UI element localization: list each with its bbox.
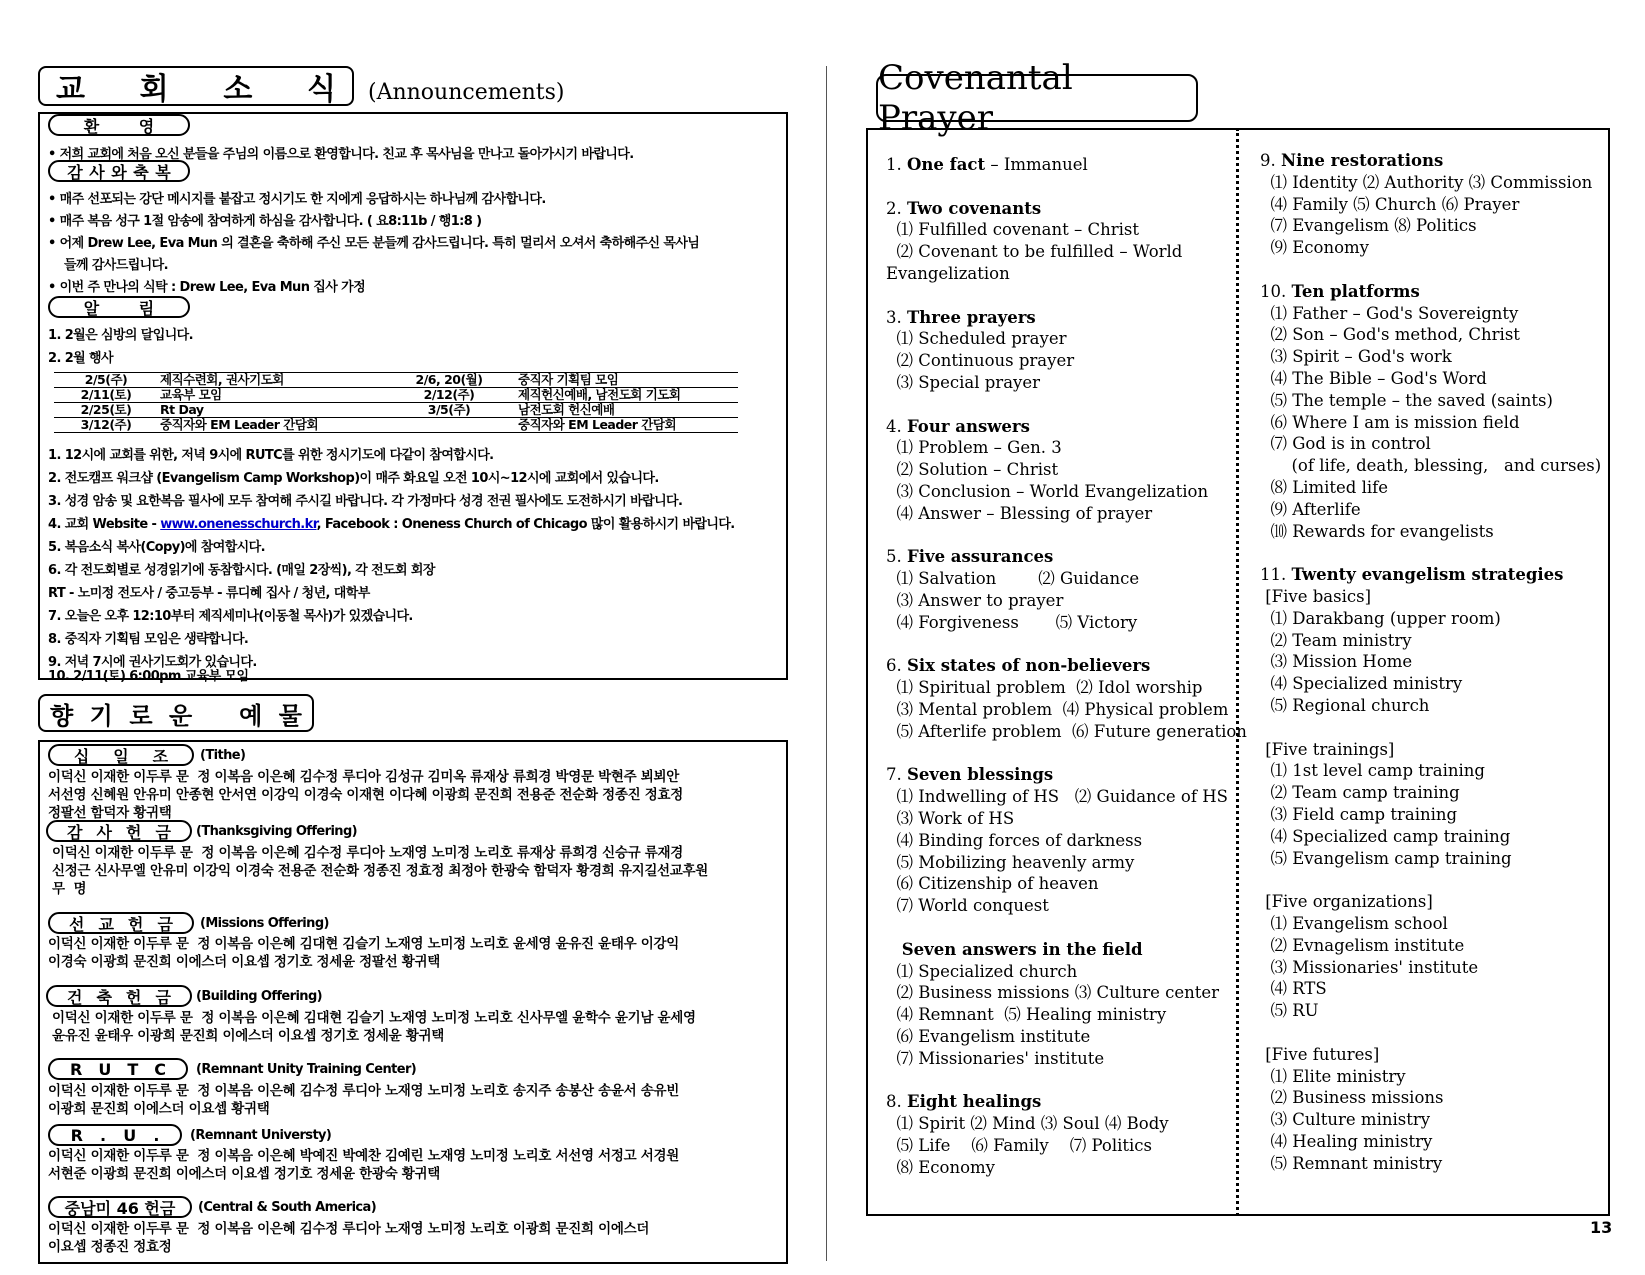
label-char: 사 (89, 162, 105, 182)
notice-item: RT - 노미정 전도사 / 중고등부 - 류디혜 집사 / 청년, 대학부 (48, 586, 370, 601)
notice-item: 6. 각 전도회별로 성경읽기에 동참합시다. (매일 2장씩), 각 전도회 회장 (48, 563, 435, 578)
prayer-line-text: 1. (886, 155, 907, 174)
label-char: 금 (155, 822, 171, 842)
page-number: 13 (1590, 1218, 1613, 1237)
prayer-heading: Seven answers in the field (901, 939, 1143, 959)
prayer-line (1260, 194, 1519, 216)
schedule-row (54, 373, 738, 388)
prayer-line-text: ⑸ The temple – the saved (saints) (1260, 390, 1553, 410)
prayer-line (1260, 935, 1464, 957)
prayer-line-text: ⑴ Scheduled prayer (886, 329, 1067, 349)
schedule-date (382, 418, 516, 433)
prayer-line (886, 873, 1099, 895)
schedule-event: 중직자와 EM Leader 간담회 (158, 418, 382, 433)
prayer-line (886, 154, 1088, 176)
prayer-line-text: ⑷ Binding forces of darkness (886, 830, 1143, 850)
prayer-line-text: ⑺ Missionaries' institute (886, 1048, 1105, 1068)
label-char: 영 (138, 116, 155, 136)
offerings-title (38, 694, 314, 732)
prayer-line-text: ⑶ Mental problem ⑷ Physical problem (886, 700, 1229, 719)
prayer-line-text: ⑵ Team camp training (1260, 783, 1460, 803)
prayer-line (1260, 760, 1485, 782)
page-divider (826, 66, 827, 1261)
prayer-line-text: ⑴ Spiritual problem ⑵ Idol worship (886, 678, 1203, 698)
prayer-line (1260, 1000, 1319, 1022)
prayer-line (886, 1135, 1152, 1157)
prayer-line (886, 982, 1219, 1004)
prayer-line-text: [Five basics] (1260, 587, 1372, 606)
prayer-line-text: ⑴ Evangelism school (1260, 914, 1448, 933)
prayer-heading: Twenty evangelism strategies (1291, 565, 1564, 585)
schedule-event: 제직수련회, 권사기도회 (158, 373, 382, 388)
prayer-line (1260, 978, 1327, 1000)
schedule-table (54, 372, 738, 433)
prayer-line (1260, 433, 1431, 455)
prayer-line (1260, 651, 1412, 673)
prayer-line-text: ⑴ Indwelling of HS ⑵ Guidance of HS (886, 787, 1228, 807)
prayer-line-text: ⑶ Conclusion – World Evangelization (886, 482, 1209, 501)
prayer-line (886, 568, 1139, 590)
ru-names: 이덕신 이재한 이두루 문 정 이복음 이은혜 박예진 박예찬 김예린 노재영 노미정 노리호 서선영 서정고 서경원 서현준 이광희 문진희 이에스더 이요셉 정기호 정세윤 한광숙 황귀택 (48, 1148, 680, 1182)
rutc-names: 이덕신 이재한 이두루 문 정 이복음 이은혜 김수정 루디아 노재영 노미정 노리호 송지주 송봉산 송윤서 송유빈 이광희 문진희 이에스더 이요셉 황귀택 (48, 1083, 680, 1117)
prayer-line (1260, 630, 1412, 652)
building-label (46, 985, 192, 1007)
prayer-line-text: ⑴ Problem – Gen. 3 (886, 438, 1062, 458)
prayer-line (1260, 586, 1371, 608)
prayer-line-text: [Five organizations] (1260, 892, 1433, 912)
label-char: 교 (98, 914, 114, 934)
prayer-line-text: ⑴ Salvation ⑵ Guidance (886, 569, 1140, 589)
prayer-line (886, 350, 1074, 372)
prayer-line (1260, 150, 1443, 172)
prayer-line-text: (of life, death, blessing, and curses) (1260, 456, 1602, 476)
prayer-heading: Seven blessings (907, 765, 1054, 785)
prayer-line (886, 372, 1040, 394)
title-char: 식 (307, 72, 336, 107)
notice-item: 7. 오늘은 오후 12:10부터 제직세미나(이동철 목사)가 있겠습니다. (48, 609, 413, 624)
schedule-event: 중직자와 EM Leader 간담회 (516, 418, 738, 433)
prayer-line-text: ⑵ Team ministry (1260, 630, 1412, 650)
ru-label (48, 1124, 182, 1146)
schedule-date: 2/12(주) (382, 388, 516, 403)
label-char: T (127, 1059, 139, 1079)
prayer-line-text: ⑸ Regional church (1260, 696, 1430, 715)
prayer-line-text: 3. (886, 307, 907, 327)
schedule-event: 남전도회 헌신예배 (516, 403, 738, 418)
prayer-heading: Two covenants (907, 198, 1042, 218)
title-char: 로 (129, 701, 153, 730)
prayer-line (1260, 804, 1457, 826)
prayer-line (1260, 499, 1361, 521)
prayer-heading: Nine restorations (1281, 151, 1444, 170)
schedule-date: 2/11(토) (54, 388, 158, 403)
prayer-line (886, 503, 1152, 525)
prayer-line (886, 939, 1143, 961)
prayer-line-text: 10. (1260, 281, 1292, 301)
prayer-line (1260, 281, 1420, 303)
schedule-date: 2/25(토) (54, 403, 158, 418)
prayer-line-text: 11. (1260, 565, 1292, 585)
title-char: 향 (50, 701, 74, 730)
label-char: 와 (111, 162, 127, 182)
missions-names: 이덕신 이재한 이두루 문 정 이복음 이은혜 김대현 김슬기 노재영 노미정 노리호 윤세영 윤유진 윤태우 이강익 이경숙 이광희 문진희 이에스더 이요셉 정기호 정세윤 정팔선 황귀택 (48, 936, 680, 970)
label-char: 알 (83, 298, 100, 318)
prayer-line-text: ⑶ Culture ministry (1260, 1110, 1431, 1130)
prayer-line-text: ⑴ Elite ministry (1260, 1066, 1406, 1086)
prayer-line (886, 808, 1014, 830)
label-char: R (70, 1059, 83, 1079)
prayer-line-text: ⑵ Covenant to be fulfilled – World (886, 242, 1183, 262)
schedule-event: 제직헌신예배, 남전도회 기도회 (516, 388, 738, 403)
notice-item: 8. 중직자 기획팀 모임은 생략합니다. (48, 632, 249, 647)
prayer-line-text: ⑸ Mobilizing heavenly army (886, 852, 1135, 872)
prayer-line-text: ⑴ Fulfilled covenant – Christ (886, 220, 1139, 240)
tithe-english: (Tithe) (200, 748, 246, 763)
prayer-line (886, 786, 1228, 808)
prayer-line (1260, 957, 1478, 979)
prayer-line (1260, 739, 1394, 761)
prayer-line-text: ⑷ RTS (1260, 979, 1327, 999)
announcements-title (38, 66, 354, 106)
website-rest: , Facebook : Oneness Church of Chicago 많이 활용하시기 바랍니다. (316, 517, 735, 532)
central-south-america-names: 이덕신 이재한 이두루 문 정 이복음 이은혜 김수정 루디아 노재영 노미정 노리호 이광희 문진희 이에스더 이요셉 정종진 정효정 (48, 1221, 650, 1255)
prayer-line-text: ⑵ Son – God's method, Christ (1260, 325, 1520, 345)
rutc-label (48, 1058, 188, 1080)
building-english: (Building Offering) (196, 989, 323, 1004)
label-char: 환 (83, 116, 100, 136)
prayer-line (1260, 390, 1553, 412)
label-char: U (123, 1125, 137, 1145)
prayer-heading: Ten platforms (1291, 281, 1420, 301)
title-char: 소 (223, 72, 253, 107)
prayer-line (886, 437, 1062, 459)
prayer-line (886, 459, 1058, 481)
prayer-line (886, 655, 1150, 677)
prayer-line-text: ⑸ RU (1260, 1001, 1319, 1021)
prayer-line (1260, 412, 1520, 434)
thanks-item: 들께 감사드립니다. (64, 258, 168, 273)
label-char: 십 (73, 746, 90, 766)
prayer-line (886, 416, 1030, 438)
prayer-line-text: 7. (886, 765, 907, 785)
prayer-line (1260, 1087, 1443, 1109)
prayer-line (886, 198, 1041, 220)
prayer-line (1260, 1109, 1430, 1131)
label-char: 헌 (128, 914, 144, 934)
prayer-line (1260, 782, 1460, 804)
title-char: 운 (168, 701, 193, 730)
label-char: R (70, 1125, 83, 1145)
prayer-heading: One fact (907, 155, 986, 174)
prayer-heading: Eight healings (907, 1092, 1042, 1112)
welcome-label (48, 114, 190, 136)
prayer-line (1260, 477, 1388, 499)
thanksgiving-english: (Thanksgiving Offering) (196, 824, 358, 839)
prayer-line (1260, 303, 1518, 325)
prayer-line-text: ⑸ Life ⑹ Family ⑺ Politics (886, 1136, 1153, 1155)
schedule-date: 3/12(주) (54, 418, 158, 433)
label-text: 중남미 46 헌금 (64, 1198, 176, 1218)
title-char: 물 (278, 701, 302, 730)
prayer-line (886, 677, 1202, 699)
label-char: 금 (157, 914, 173, 934)
label-char: 조 (152, 746, 169, 766)
prayer-line-text: ⑵ Continuous prayer (886, 351, 1075, 371)
thanks-item: • 어제 Drew Lee, Eva Mun 의 결혼을 축하해 주신 모든 분들께 감사드립니다. 특히 멀리서 오셔서 축하해주신 목사님 (48, 232, 699, 251)
prayer-line-text: ⑻ Economy (886, 1157, 995, 1177)
label-char: C (154, 1059, 166, 1079)
prayer-line-text: ⑷ Healing ministry (1260, 1132, 1433, 1151)
label-char: 선 (69, 914, 85, 934)
schedule-date: 2/6, 20(월) (382, 373, 516, 388)
prayer-line-text: ⑺ God is in control (1260, 434, 1431, 454)
prayer-line-text: 4. (886, 416, 907, 436)
central-south-america-label (48, 1196, 192, 1218)
prayer-line-text: 8. (886, 1092, 907, 1112)
website-link[interactable]: www.onenesschurch.kr (160, 517, 317, 532)
prayer-line (1260, 1153, 1442, 1175)
thanks-item: • 이번 주 만나의 식탁 : Drew Lee, Eva Mun 집사 가정 (48, 276, 365, 295)
prayer-line (886, 895, 1049, 917)
schedule-date: 2/5(주) (54, 373, 158, 388)
prayer-line (886, 699, 1228, 721)
tithe-names: 이덕신 이재한 이두루 문 정 이복음 이은혜 김수정 루디아 김성규 김미옥 류재상 류희경 박영문 박현주 뵈뵈안 서선영 신혜원 안유미 안종현 안서연 이강익 이경숙 이재현 이다혜 이광희 문진희 전용준 전순화 정종진 정효정 정팔선 함덕자 황귀택 (48, 769, 683, 821)
label-char: . (100, 1125, 107, 1145)
prayer-line (886, 1004, 1166, 1026)
prayer-line (886, 328, 1066, 350)
label-char: 축 (96, 987, 112, 1007)
prayer-line-text: ⑵ Solution – Christ (886, 460, 1059, 480)
prayer-line-text: ⑴ Specialized church (886, 961, 1078, 981)
prayer-line (886, 1091, 1041, 1113)
prayer-line (1260, 891, 1433, 913)
prayer-line-text: ⑴ 1st level camp training (1260, 761, 1485, 781)
title-char: 기 (89, 701, 113, 730)
prayer-line (886, 546, 1053, 568)
prayer-line (1260, 346, 1452, 368)
thanksgiving-names: 이덕신 이재한 이두루 문 정 이복음 이은혜 김수정 루디아 노재영 노미정 노리호 류재상 류희경 신승규 류재경 신정근 신사무엘 안유미 이강익 이경숙 전용준 전순화 정종진 정효정 최정아 한광숙 함덕자 황경희 유지길선교후원 무 명 (52, 845, 709, 897)
prayer-line (1260, 455, 1601, 477)
title-char: 회 (139, 72, 169, 107)
missions-label (48, 912, 194, 934)
prayer-heading: Four answers (907, 416, 1030, 436)
announcements-subtitle: (Announcements) (368, 80, 565, 105)
prayer-line-text: ⑼ Afterlife (1260, 499, 1361, 519)
prayer-line (886, 263, 1010, 285)
prayer-line-text: ⑵ Business missions ⑶ Culture center (886, 983, 1220, 1003)
prayer-line (886, 612, 1137, 634)
prayer-line-text: ⑶ Special prayer (886, 373, 1041, 392)
prayer-line (886, 590, 1063, 612)
prayer-line-text: ⑸ Evangelism camp training (1260, 848, 1512, 868)
prayer-line (1260, 826, 1510, 848)
prayer-line (886, 830, 1142, 852)
prayer-line (1260, 848, 1512, 870)
prayer-line-text: 5. (886, 547, 907, 567)
prayer-line-text: ⑸ Afterlife problem ⑹ Future generation (886, 721, 1247, 741)
prayer-heading: Three prayers (907, 307, 1036, 327)
prayer-line (1260, 564, 1563, 586)
prayer-line (1260, 324, 1520, 346)
prayer-heading-rest: – Immanuel (985, 155, 1088, 174)
covenantal-prayer-title: Covenantal Prayer (876, 74, 1198, 122)
prayer-line (1260, 1066, 1406, 1088)
column-separator (1236, 128, 1239, 1216)
prayer-line-text: ⑶ Spirit – God's work (1260, 347, 1452, 367)
label-char: 감 (67, 162, 83, 182)
schedule-row (54, 418, 738, 433)
prayer-line-text: ⑶ Missionaries' institute (1260, 957, 1479, 977)
rutc-english: (Remnant Unity Training Center) (196, 1062, 417, 1077)
notice-item: 5. 복음소식 복사(Copy)에 참여합시다. (48, 540, 265, 555)
welcome-text: • 저희 교회에 처음 오신 분들을 주님의 이름으로 환영합니다. 친교 후 목사님을 만나고 돌아가시기 바랍니다. (48, 143, 634, 162)
prayer-line-text: ⑼ Economy (1260, 238, 1369, 258)
notice-item: 2. 전도캠프 워크샵 (Evangelism Camp Workshop)이 매주 화요일 오전 10시~12시에 교회에서 있습니다. (48, 471, 659, 486)
schedule-row (54, 388, 738, 403)
notice-label (48, 296, 190, 318)
notice-item: 9. 저녁 7시에 권사기도회가 있습니다. (48, 655, 257, 670)
prayer-line-text: ⑴ Spirit ⑵ Mind ⑶ Soul ⑷ Body (886, 1114, 1169, 1134)
building-names: 이덕신 이재한 이두루 문 정 이복음 이은혜 김대현 김슬기 노재영 노미정 노리호 신사무엘 윤학수 윤기남 윤세영 윤유진 윤태우 이광희 문진희 이에스더 이요셉 정기호 정세윤 황귀택 (52, 1010, 696, 1044)
notice-item: 2. 2월 행사 (48, 351, 113, 366)
prayer-line-text: ⑷ Answer – Blessing of prayer (886, 503, 1153, 523)
prayer-line (1260, 368, 1487, 390)
label-char: 축 (133, 162, 149, 182)
label-char: U (98, 1059, 112, 1079)
prayer-line-text: ⑶ Work of HS (886, 809, 1015, 828)
prayer-line-text: 6. (886, 656, 907, 676)
schedule-date: 3/5(주) (382, 403, 516, 418)
prayer-line-text: ⑺ Evangelism ⑻ Politics (1260, 216, 1477, 236)
prayer-line (886, 764, 1053, 786)
prayer-line (1260, 521, 1494, 543)
label-char: 일 (113, 746, 129, 766)
thanks-label (48, 160, 190, 182)
prayer-line-text: ⑽ Rewards for evangelists (1260, 521, 1494, 541)
prayer-line-text: ⑺ World conquest (886, 896, 1049, 916)
prayer-line-text: ⑵ Evnagelism institute (1260, 935, 1465, 955)
prayer-line-text: ⑷ The Bible – God's Word (1260, 369, 1487, 388)
prayer-heading: Five assurances (907, 547, 1054, 567)
label-char: 복 (155, 162, 171, 182)
notice-item: 3. 성경 암송 및 요한복음 필사에 모두 참여해 주시길 바랍니다. 각 가정마다 성경 전권 필사에도 도전하시기 바랍니다. (48, 494, 683, 509)
prayer-line-text: ⑷ Family ⑸ Church ⑹ Prayer (1260, 194, 1520, 214)
ru-english: (Remnant Universty) (190, 1128, 332, 1143)
thanks-item: • 매주 선포되는 강단 메시지를 붙잡고 정시기도 한 지에게 응답하시는 하나님께 감사합니다. (48, 188, 546, 207)
prayer-line (1260, 1044, 1379, 1066)
notice-item: 1. 12시에 교회를 위한, 저녁 9시에 RUTC를 위한 정시기도에 다같이 참여합시다. (48, 448, 494, 463)
notice-item: 10. 2/11(토) 6:00pm 교육부 모임 (48, 669, 249, 684)
prayer-line-text: [Five futures] (1260, 1044, 1380, 1064)
prayer-line-text: [Five trainings] (1260, 739, 1395, 759)
title-char: 교 (56, 72, 85, 107)
prayer-line-text: ⑷ Specialized ministry (1260, 674, 1463, 694)
prayer-line-text: 2. (886, 198, 907, 218)
prayer-line-text: ⑷ Specialized camp training (1260, 826, 1511, 846)
prayer-line-text: ⑴ Identity ⑵ Authority ⑶ Commission (1260, 172, 1593, 192)
label-char: 헌 (126, 822, 142, 842)
label-char: 감 (67, 822, 83, 842)
prayer-line (886, 1157, 995, 1179)
label-char: 금 (155, 987, 171, 1007)
prayer-line-text: Evangelization (886, 264, 1010, 283)
prayer-line (1260, 172, 1592, 194)
prayer-line-text: ⑴ Darakbang (upper room) (1260, 608, 1501, 628)
prayer-line (886, 219, 1139, 241)
prayer-line (886, 1048, 1104, 1070)
prayer-line (886, 1113, 1169, 1135)
label-char: . (153, 1125, 160, 1145)
prayer-line-text: ⑴ Father – God's Sovereignty (1260, 303, 1519, 323)
central-south-america-english: (Central & South America) (198, 1200, 377, 1215)
prayer-line-text: ⑸ Remnant ministry (1260, 1153, 1443, 1173)
missions-english: (Missions Offering) (200, 916, 329, 931)
prayer-line (1260, 608, 1501, 630)
label-char: 건 (67, 987, 83, 1007)
prayer-line (1260, 215, 1477, 237)
schedule-event: 중직자 기획팀 모임 (516, 373, 738, 388)
prayer-line-text: ⑶ Field camp training (1260, 805, 1458, 824)
schedule-row (54, 403, 738, 418)
label-char: 사 (96, 822, 112, 842)
website-prefix: 4. 교회 Website - (48, 517, 161, 532)
prayer-line-text: ⑹ Where I am is mission field (1260, 412, 1520, 432)
prayer-line (1260, 237, 1369, 259)
title-char: 예 (239, 701, 263, 730)
prayer-heading: Six states of non-believers (907, 656, 1151, 676)
thanksgiving-label (46, 820, 192, 842)
prayer-line-text (886, 940, 902, 959)
notice-item-website (48, 513, 735, 532)
prayer-line-text: ⑵ Business missions (1260, 1088, 1444, 1108)
prayer-line-text: ⑶ Mission Home (1260, 652, 1413, 672)
prayer-line (886, 721, 1247, 743)
prayer-line-text: 9. (1260, 151, 1281, 170)
label-char: 헌 (126, 987, 142, 1007)
tithe-label (48, 744, 194, 766)
prayer-line (1260, 913, 1448, 935)
schedule-event: Rt Day (158, 403, 382, 418)
prayer-line (886, 481, 1208, 503)
prayer-line-text: ⑷ Forgiveness ⑸ Victory (886, 612, 1138, 632)
prayer-line-text: ⑷ Remnant ⑸ Healing ministry (886, 1005, 1167, 1025)
prayer-line (886, 852, 1134, 874)
label-char: 림 (138, 298, 155, 318)
thanks-item: • 매주 복음 성구 1절 암송에 참여하게 하심을 감사합니다. ( 요8:11b / 행1:8 ) (48, 210, 482, 229)
prayer-line (1260, 1131, 1432, 1153)
prayer-line (886, 307, 1036, 329)
prayer-line-text: ⑹ Citizenship of heaven (886, 874, 1099, 894)
prayer-line (886, 1026, 1090, 1048)
prayer-line (886, 241, 1182, 263)
schedule-event: 교육부 모임 (158, 388, 382, 403)
prayer-line-text: ⑹ Evangelism institute (886, 1027, 1091, 1046)
prayer-line (1260, 673, 1462, 695)
prayer-line-text: ⑶ Answer to prayer (886, 591, 1064, 610)
prayer-line (886, 961, 1077, 983)
notice-item: 1. 2월은 심방의 달입니다. (48, 328, 193, 343)
prayer-line-text: ⑻ Limited life (1260, 478, 1389, 497)
prayer-line (1260, 695, 1429, 717)
